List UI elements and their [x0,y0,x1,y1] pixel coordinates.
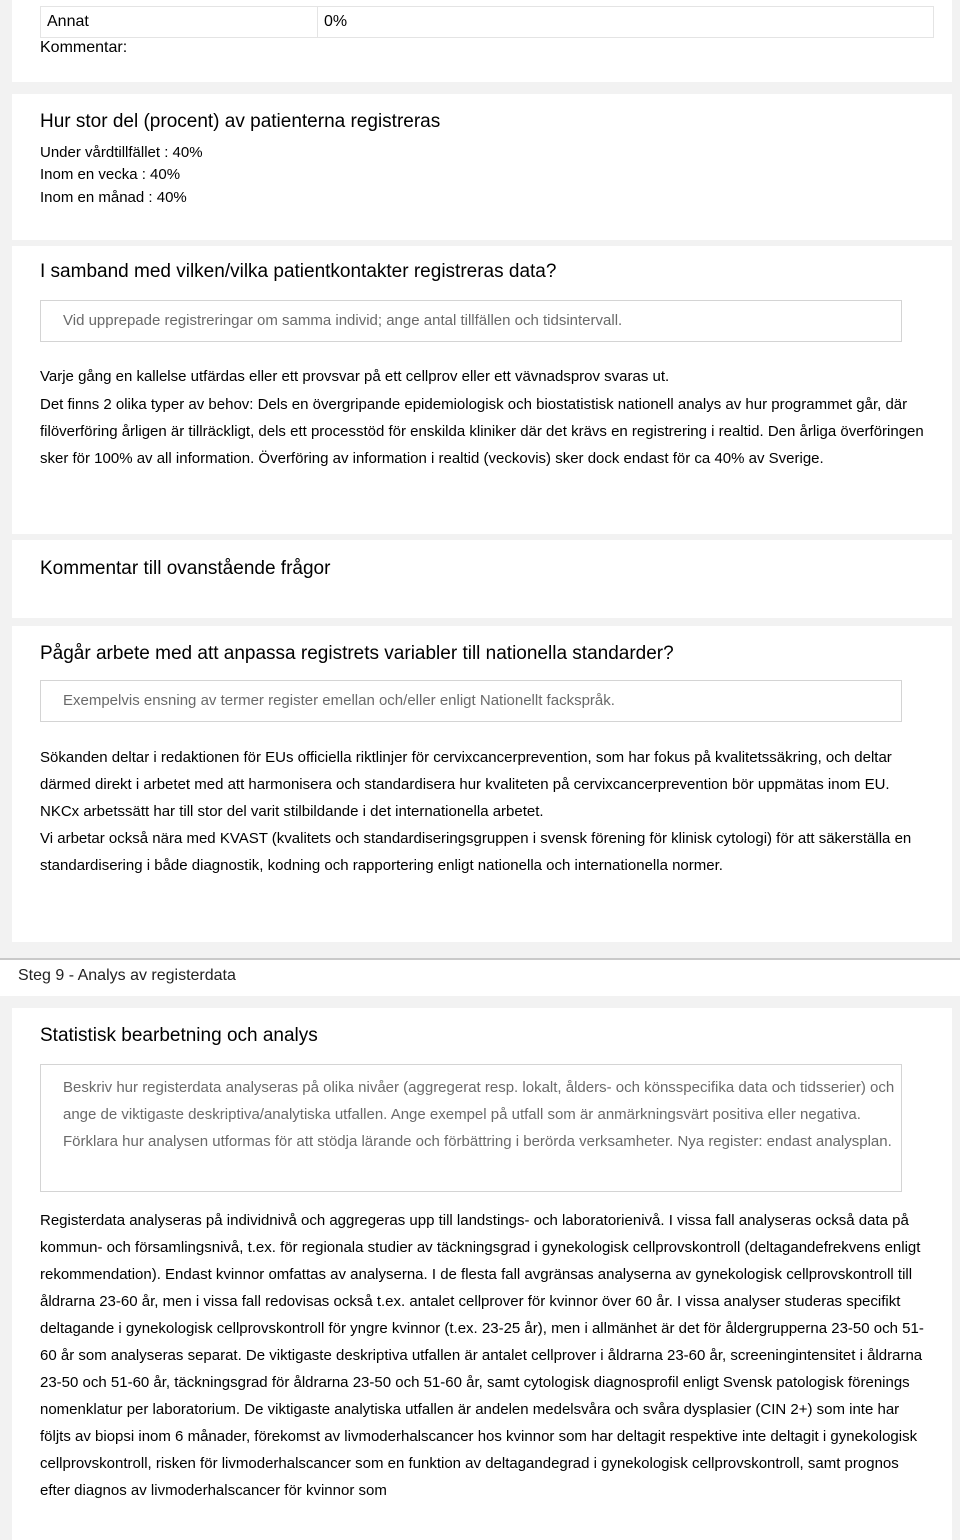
answer-paragraph [40,744,930,879]
comment-label: Kommentar: [40,39,128,56]
answer-line: Under vårdtillfället : 40% [40,144,203,161]
question-card-comment [12,540,952,618]
question-title: Kommentar till ovanstående frågor [40,558,331,579]
answer-line: Inom en vecka : 40% [40,166,181,183]
question-card-statistical-analysis [12,1008,952,1540]
answer-table-card [12,0,952,82]
question-card-registration-share [12,94,952,240]
question-card-patient-contacts [12,246,952,534]
answer-text: Sökanden deltar i redaktionen för EUs officiella riktlinjer för cervixcancerprevention, som har fokus på kvalitetssäkring, och deltar därmed direkt i arbetet med att harmonisera och standardisera hur kvaliteten på cervixcancerprevention bör uppmätas inom EU. NKCx arbetssätt har till stor del varit stilbildande i det internationella arbetet. [40,749,892,820]
cell-divider [317,7,318,37]
question-hint: Exempelvis ensning av termer register emellan och/eller enligt Nationellt fackspråk. [40,680,902,722]
hint-text: Beskriv hur registerdata analyseras på olika nivåer (aggregerat resp. lokalt, ålders- och könsspecifika data och tidsserier) och ange de viktigaste deskriptiva/analytiska utfallen. Ange exempel på utfall som är anmärkningsvärt positiva eller negativa. Förklara hur analysen utformas för att stödja lärande och förbättring i berörda verksamheter. Nya register: endast analysplan. [63,1079,895,1150]
question-title: I samband med vilken/vilka patientkontakter registreras data? [40,261,557,282]
step-title: Steg 9 - Analys av registerdata [18,967,236,984]
question-hint [40,1064,902,1192]
row-label: Annat [47,13,89,30]
row-value: 0% [324,13,348,30]
question-title: Statistisk bearbetning och analys [40,1025,318,1046]
answer-paragraph [40,1207,930,1504]
answer-paragraph [40,391,930,472]
question-title: Pågår arbete med att anpassa registrets variabler till nationella standarder? [40,643,674,664]
step-header [0,958,960,996]
question-card-national-standards [12,626,952,942]
table-row [40,6,934,38]
answer-text: Vi arbetar också nära med KVAST (kvalitets och standardiseringsgruppen i svensk förening för klinisk cytologi) för att säkerställa en standardisering i både diagnostik, kodning och rapportering enligt nationella och internationella normer. [40,830,912,874]
answer-text: Det finns 2 olika typer av behov: Dels en övergripande epidemiologisk och biostatistisk nationell analys av hur programmet går, där filöverföring årligen är tillräckligt, dels ett processtöd för enskilda kliniker där det krävs en registrering i realtid. Den årliga överföringen sker för 100% av all information. Överföring av information i realtid (veckovis) sker dock endast för ca 40% av Sverige. [40,396,924,467]
question-title: Hur stor del (procent) av patienterna registreras [40,111,441,132]
answer-line: Varje gång en kallelse utfärdas eller ett provsvar på ett cellprov eller ett vävnadsprov svaras ut. [40,368,670,385]
answer-text: Registerdata analyseras på individnivå och aggregeras upp till landstings- och laboratorienivå. I vissa fall analyseras också data på kommun- och församlingsnivå, t.ex. för regionala studier av täckningsgrad i gynekologisk cellprovskontroll (deltagandefrekvens enligt rekommendation). Endast kvinnor omfattas av analyserna. I de flesta fall avgränsas analyserna av gynekologisk cellprovskontroll till åldrarna 23-60 år, men i vissa fall redovisas också t.ex. antalet cellprover för kvinnor över 60 år. I vissa analyser studeras specifikt deltagande i gynekologisk cellprovskontroll för yngre kvinnor (t.ex. 23-25 år), men i allmänhet är det för åldergrupperna 23-50 och 51-60 år som analyseras separat. De viktigaste deskriptiva utfallen är antalet cellprover i åldrarna 23-60 år, screeningintensitet i åldrarna 23-50 och 51-60 år, täckningsgrad för åldrarna 23-50 och 51-60 år, samt cytologisk diagnosprofil enligt Svensk patologisk förenings nomenklatur per laboratorium. De viktigaste analytiska utfallen är andelen medelsvåra och svåra dysplasier (CIN 2+) som inte har följts av biopsi inom 6 månader, förekomst av livmoderhalscancer hos kvinnor som har deltagit respektive inte deltagit i gynekologisk cellprovskontroll, risken för livmoderhalscancer som en funktion av deltagandegrad i gynekologisk cellprovskontroll, samt prognos efter diagnos av livmoderhalscancer för kvinnor som [40,1212,924,1499]
question-hint: Vid upprepade registreringar om samma individ; ange antal tillfällen och tidsintervall. [40,300,902,342]
answer-line: Inom en månad : 40% [40,189,187,206]
